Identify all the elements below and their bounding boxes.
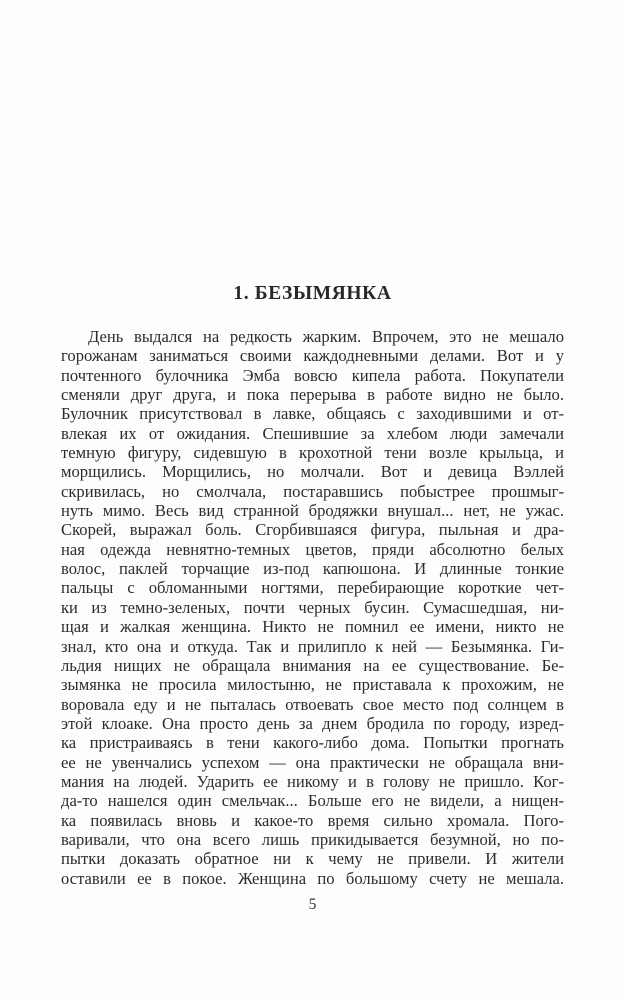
text-line: воровала еду и не пыталась отвоевать свое место под солнцем в bbox=[61, 694, 564, 714]
text-line: щая и жалкая женщина. Никто не помнил ее имени, никто не bbox=[61, 617, 564, 637]
text-line: оставили ее в покое. Женщина по большому счету не мешала. bbox=[61, 868, 564, 888]
text-line: почтенного булочника Эмба вовсю кипела работа. Покупатели bbox=[61, 365, 564, 385]
text-line: зымянка не просила милостыню, не приставала к прохожим, не bbox=[61, 675, 564, 695]
text-line: сменяли друг друга, и пока перерыва в работе видно не было. bbox=[61, 385, 564, 405]
text-line: Скорей, выражал боль. Сгорбившаяся фигура, пыльная и дра- bbox=[61, 520, 564, 540]
text-line: морщились. Морщились, но молчали. Вот и девица Вэллей bbox=[61, 462, 564, 482]
text-line: льдия нищих не обращала внимания на ее существование. Бе- bbox=[61, 655, 564, 675]
text-line: скривилась, но смолчала, постаравшись побыстрее прошмыг- bbox=[61, 481, 564, 501]
text-line: ная одежда невнятно-темных цветов, пряди абсолютно белых bbox=[61, 539, 564, 559]
page-number: 5 bbox=[308, 896, 317, 913]
text-line: варивали, что она всего лишь прикидывается безумной, но по- bbox=[61, 829, 564, 849]
text-line: да-то нашелся один смельчак... Больше его не видели, а нищен- bbox=[61, 791, 564, 811]
body-text bbox=[61, 327, 564, 888]
text-line: ее не увенчались успехом — она практически не обращала вни- bbox=[61, 752, 564, 772]
text-line: ки из темно-зеленых, почти черных бусин. Сумасшедшая, ни- bbox=[61, 597, 564, 617]
text-line: День выдался на редкость жарким. Впрочем, это не мешало bbox=[88, 327, 564, 346]
text-line: Булочник присутствовал в лавке, общаясь с заходившими и от- bbox=[61, 404, 564, 424]
chapter-title: 1. БЕЗЫМЯНКА bbox=[233, 283, 392, 304]
text-line: темную фигуру, сидевшую в крохотной тени возле крыльца, и bbox=[61, 443, 564, 463]
text-line: ка пристраиваясь в тени какого-либо дома. Попытки прогнать bbox=[61, 733, 564, 753]
text-line: этой клоаке. Она просто день за днем бродила по городу, изред- bbox=[61, 713, 564, 733]
text-line: влекая их от ожидания. Спешившие за хлебом люди замечали bbox=[61, 423, 564, 443]
text-line: пытки доказать обратное ни к чему не привели. И жители bbox=[61, 849, 564, 869]
text-line: горожанам заниматься своими каждодневными делами. Вот и у bbox=[61, 346, 564, 366]
text-line: нуть мимо. Весь вид странной бродяжки внушал... нет, не ужас. bbox=[61, 501, 564, 521]
text-line: волос, паклей торчащие из-под капюшона. И длинные тонкие bbox=[61, 559, 564, 579]
text-line: ка появилась вновь и какое-то время сильно хромала. Пого- bbox=[61, 810, 564, 830]
text-line: мания на людей. Ударить ее никому и в голову не пришло. Ког- bbox=[61, 771, 564, 791]
text-line: знал, кто она и откуда. Так и прилипло к ней — Безымянка. Ги- bbox=[61, 636, 564, 656]
text-line: пальцы с обломанными ногтями, перебирающие короткие чет- bbox=[61, 578, 564, 598]
